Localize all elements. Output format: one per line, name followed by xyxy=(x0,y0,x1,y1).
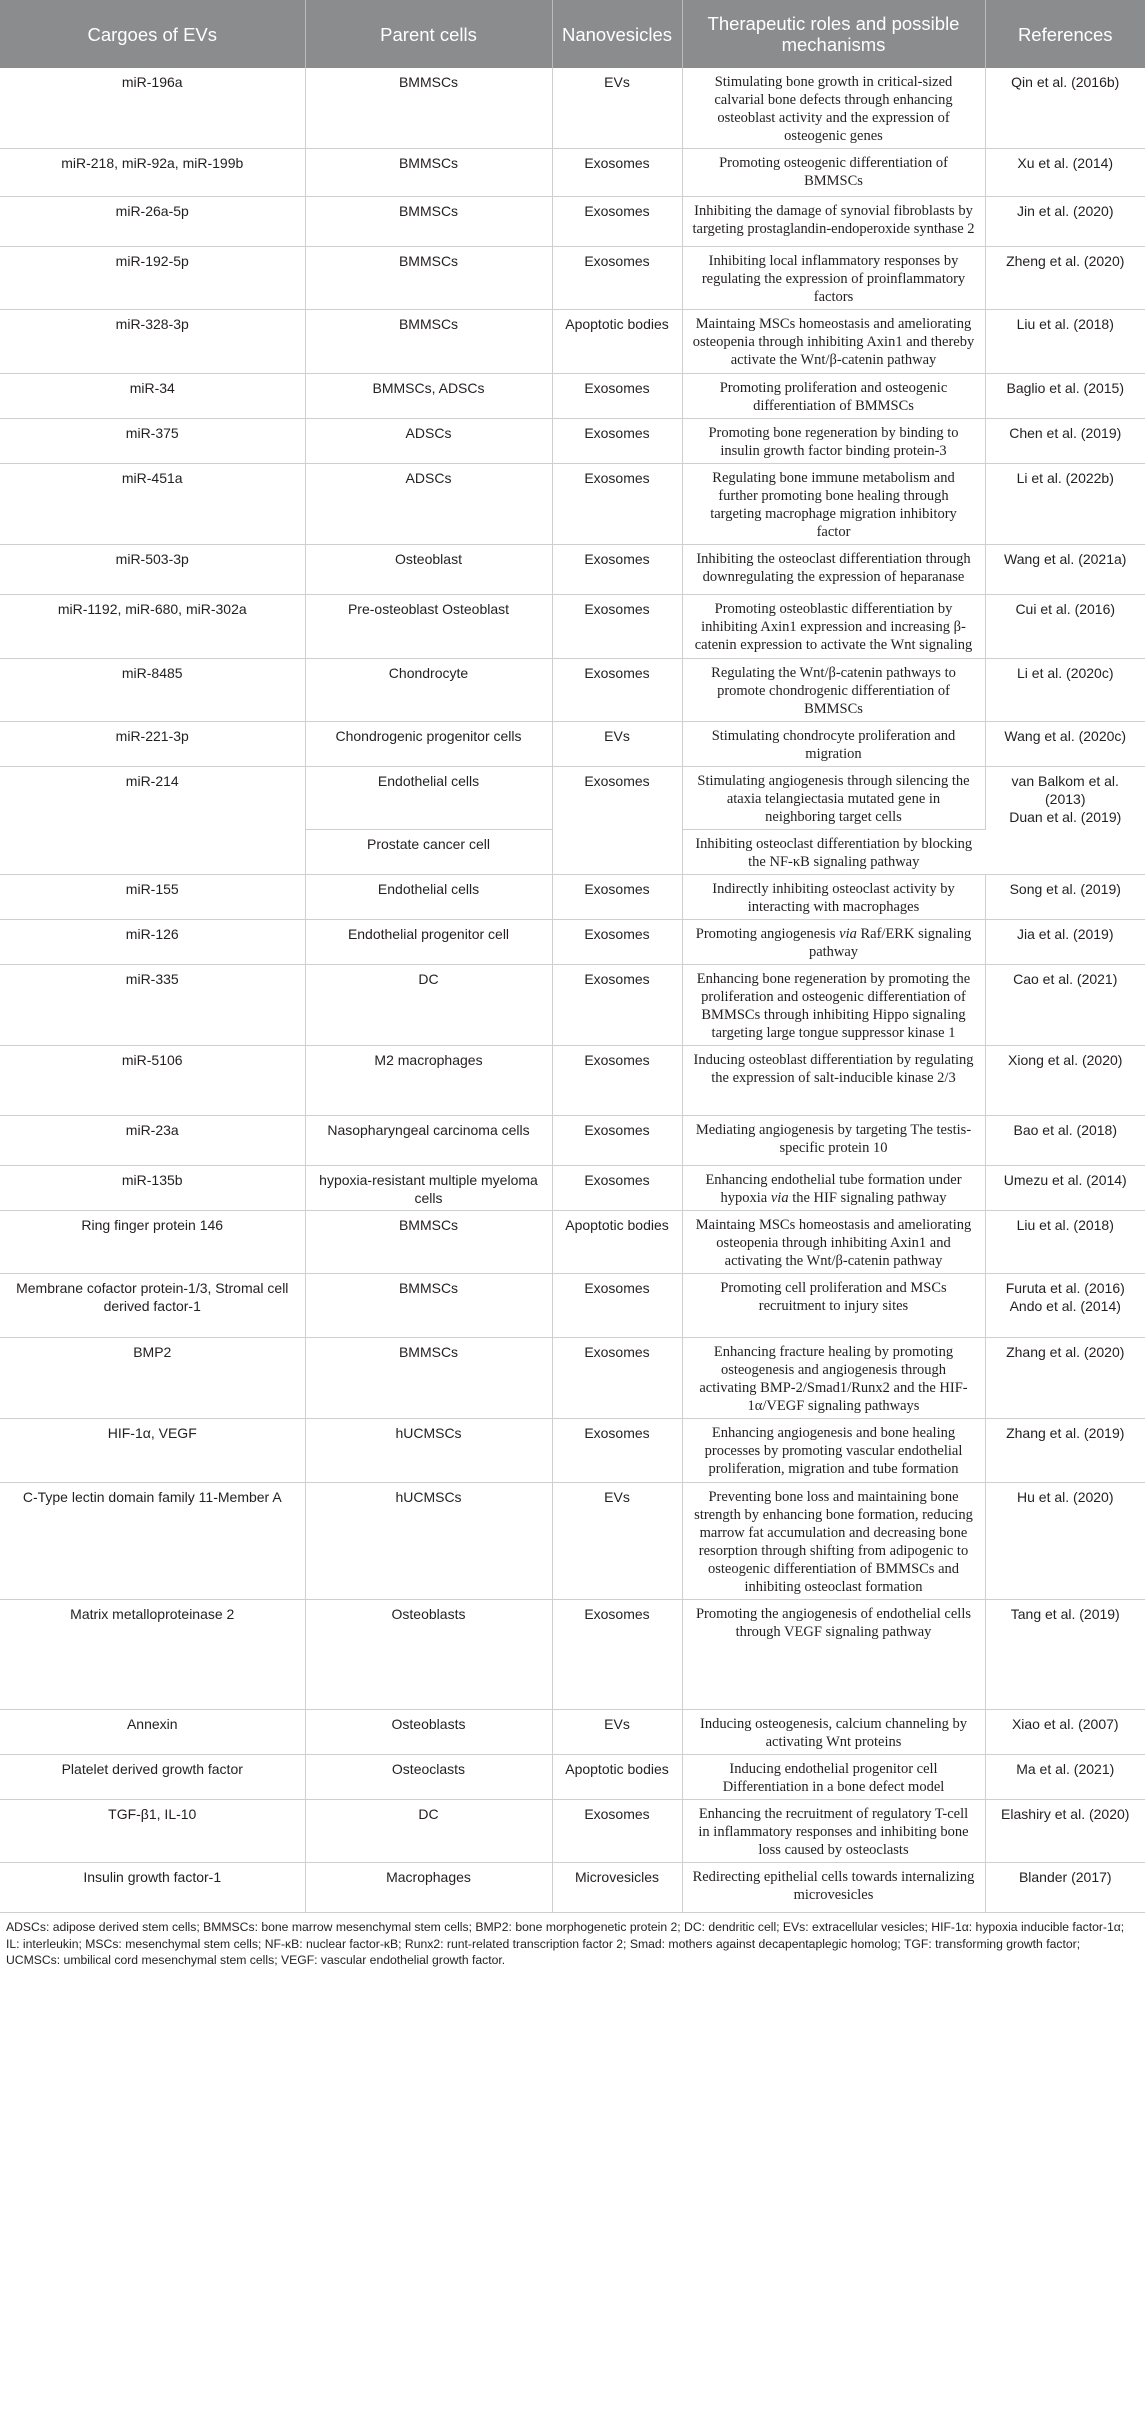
header-therapeutic-roles: Therapeutic roles and possible mechanisms xyxy=(682,0,985,68)
cell-reference: Ma et al. (2021) xyxy=(985,1755,1145,1800)
cell-cargo: miR-375 xyxy=(0,419,305,464)
cell-reference: Baglio et al. (2015) xyxy=(985,374,1145,419)
reference-text: van Balkom et al. (2013) xyxy=(1011,773,1119,807)
cell-therapeutic-role: Enhancing angiogenesis and bone healing processes by promoting vascular endothelial proliferation, migration and tube formation xyxy=(682,1419,985,1483)
therapeutic-emphasis: via xyxy=(839,926,857,942)
cell-reference: Liu et al. (2018) xyxy=(985,1211,1145,1274)
cell-nanovesicles: EVs xyxy=(552,1483,682,1600)
cell-parent-cells: Osteoclasts xyxy=(305,1755,552,1800)
cell-nanovesicles: Exosomes xyxy=(552,1166,682,1211)
table-row xyxy=(0,149,1145,197)
cell-nanovesicles: Exosomes xyxy=(552,1419,682,1483)
cell-cargo: miR-196a xyxy=(0,68,305,149)
therapeutic-text: the HIF signaling pathway xyxy=(788,1190,947,1206)
cell-therapeutic-role: Inhibiting osteoclast differentiation by blocking the NF-κB signaling pathway xyxy=(682,830,985,875)
cell-nanovesicles: Exosomes xyxy=(552,659,682,722)
cell-nanovesicles: Exosomes xyxy=(552,1600,682,1710)
cell-parent-cells: Osteoblasts xyxy=(305,1600,552,1710)
table-row xyxy=(0,595,1145,659)
table-row xyxy=(0,1046,1145,1116)
cell-cargo: Ring finger protein 146 xyxy=(0,1211,305,1274)
cell-cargo: miR-26a-5p xyxy=(0,197,305,247)
cell-reference: Chen et al. (2019) xyxy=(985,419,1145,464)
cell-therapeutic-role: Enhancing the recruitment of regulatory T-cell in inflammatory responses and inhibiting bone loss caused by osteoclasts xyxy=(682,1800,985,1863)
cell-nanovesicles: Exosomes xyxy=(552,767,682,875)
cell-therapeutic-role: Inhibiting local inflammatory responses by regulating the expression of proinflammatory factors xyxy=(682,247,985,310)
cell-parent-cells: BMMSCs xyxy=(305,1274,552,1338)
header-references: References xyxy=(985,0,1145,68)
cell-reference: Jia et al. (2019) xyxy=(985,920,1145,965)
cell-therapeutic-role: Promoting osteoblastic differentiation by inhibiting Axin1 expression and increasing β-catenin expression to activate the Wnt signaling xyxy=(682,595,985,659)
cell-nanovesicles: Apoptotic bodies xyxy=(552,1211,682,1274)
cell-parent-cells: DC xyxy=(305,1800,552,1863)
cell-therapeutic-role: Stimulating angiogenesis through silencing the ataxia telangiectasia mutated gene in neighboring target cells xyxy=(682,767,985,830)
table-row xyxy=(0,419,1145,464)
cell-therapeutic-role: Mediating angiogenesis by targeting The testis- specific protein 10 xyxy=(682,1116,985,1166)
cell-cargo: miR-328-3p xyxy=(0,310,305,374)
cell-parent-cells: BMMSCs, ADSCs xyxy=(305,374,552,419)
cell-cargo: HIF-1α, VEGF xyxy=(0,1419,305,1483)
cell-reference: Liu et al. (2018) xyxy=(985,310,1145,374)
cell-reference: Wang et al. (2020c) xyxy=(985,722,1145,767)
table-row xyxy=(0,374,1145,419)
cell-reference: Qin et al. (2016b) xyxy=(985,68,1145,149)
cell-therapeutic-role: Regulating the Wnt/β-catenin pathways to promote chondrogenic differentiation of BMMSCs xyxy=(682,659,985,722)
cell-parent-cells: BMMSCs xyxy=(305,149,552,197)
cell-parent-cells: Endothelial cells xyxy=(305,875,552,920)
cell-nanovesicles: Exosomes xyxy=(552,875,682,920)
table-row xyxy=(0,1600,1145,1710)
cell-parent-cells: Osteoblast xyxy=(305,545,552,595)
cell-nanovesicles: EVs xyxy=(552,1710,682,1755)
table-row xyxy=(0,965,1145,1046)
cell-parent-cells: BMMSCs xyxy=(305,1338,552,1419)
cell-nanovesicles: Exosomes xyxy=(552,197,682,247)
cell-reference: Zhang et al. (2019) xyxy=(985,1419,1145,1483)
header-parent-cells: Parent cells xyxy=(305,0,552,68)
table-row xyxy=(0,464,1145,545)
table-row xyxy=(0,875,1145,920)
cell-reference: Jin et al. (2020) xyxy=(985,197,1145,247)
cell-reference: Tang et al. (2019) xyxy=(985,1600,1145,1710)
cell-cargo: miR-155 xyxy=(0,875,305,920)
cell-reference xyxy=(985,1274,1145,1338)
cell-therapeutic-role: Preventing bone loss and maintaining bone strength by enhancing bone formation, reducing marrow fat accumulation and decreasing bone resorption through shifting from adipogenic to osteogenic differentiation of BMMSCs and inhibiting osteoclast formation xyxy=(682,1483,985,1600)
cell-therapeutic-role: Inducing osteoblast differentiation by regulating the expression of salt-inducible kinase 2/3 xyxy=(682,1046,985,1116)
cell-therapeutic-role: Regulating bone immune metabolism and further promoting bone healing through targeting macrophage migration inhibitory factor xyxy=(682,464,985,545)
table-row xyxy=(0,1116,1145,1166)
cell-therapeutic-role: Inhibiting the damage of synovial fibroblasts by targeting prostaglandin-endoperoxide synthase 2 xyxy=(682,197,985,247)
cell-nanovesicles: Exosomes xyxy=(552,1338,682,1419)
cell-reference: Xu et al. (2014) xyxy=(985,149,1145,197)
cell-parent-cells: Pre-osteoblast Osteoblast xyxy=(305,595,552,659)
cell-nanovesicles: Exosomes xyxy=(552,1800,682,1863)
cell-nanovesicles: Exosomes xyxy=(552,920,682,965)
cell-reference: Xiao et al. (2007) xyxy=(985,1710,1145,1755)
cell-nanovesicles: Exosomes xyxy=(552,545,682,595)
table-row xyxy=(0,1419,1145,1483)
table-row xyxy=(0,1274,1145,1338)
table-row xyxy=(0,68,1145,149)
cell-parent-cells: Osteoblasts xyxy=(305,1710,552,1755)
cell-therapeutic-role: Stimulating bone growth in critical-sized calvarial bone defects through enhancing osteoblast activity and the expression of osteogenic genes xyxy=(682,68,985,149)
cell-parent-cells: ADSCs xyxy=(305,419,552,464)
table-row xyxy=(0,1166,1145,1211)
cell-reference: Elashiry et al. (2020) xyxy=(985,1800,1145,1863)
table-row xyxy=(0,1211,1145,1274)
cell-therapeutic-role: Promoting bone regeneration by binding to insulin growth factor binding protein-3 xyxy=(682,419,985,464)
table-row xyxy=(0,1710,1145,1755)
cell-cargo: TGF-β1, IL-10 xyxy=(0,1800,305,1863)
cell-therapeutic-role: Stimulating chondrocyte proliferation and migration xyxy=(682,722,985,767)
table-row xyxy=(0,767,1145,830)
cell-cargo: BMP2 xyxy=(0,1338,305,1419)
cell-parent-cells: Nasopharyngeal carcinoma cells xyxy=(305,1116,552,1166)
cell-nanovesicles: Exosomes xyxy=(552,464,682,545)
cell-reference: Hu et al. (2020) xyxy=(985,1483,1145,1600)
cell-parent-cells: hUCMSCs xyxy=(305,1483,552,1600)
cell-reference: Umezu et al. (2014) xyxy=(985,1166,1145,1211)
cell-nanovesicles: Apoptotic bodies xyxy=(552,310,682,374)
cell-therapeutic-role xyxy=(682,1166,985,1211)
cell-nanovesicles: Apoptotic bodies xyxy=(552,1755,682,1800)
therapeutic-text: Promoting angiogenesis xyxy=(695,926,840,942)
table-row xyxy=(0,247,1145,310)
cell-parent-cells: BMMSCs xyxy=(305,310,552,374)
table-row xyxy=(0,920,1145,965)
cell-parent-cells: ADSCs xyxy=(305,464,552,545)
cell-nanovesicles: Exosomes xyxy=(552,374,682,419)
cell-reference: Bao et al. (2018) xyxy=(985,1116,1145,1166)
cell-cargo: miR-192-5p xyxy=(0,247,305,310)
cell-nanovesicles: Exosomes xyxy=(552,1046,682,1116)
cell-parent-cells: DC xyxy=(305,965,552,1046)
cell-parent-cells: Endothelial cells xyxy=(305,767,552,830)
cell-parent-cells: Chondrogenic progenitor cells xyxy=(305,722,552,767)
cell-cargo: Membrane cofactor protein-1/3, Stromal cell derived factor-1 xyxy=(0,1274,305,1338)
cell-cargo: miR-221-3p xyxy=(0,722,305,767)
cell-cargo: Insulin growth factor-1 xyxy=(0,1863,305,1913)
cell-nanovesicles: Exosomes xyxy=(552,419,682,464)
header-cargoes: Cargoes of EVs xyxy=(0,0,305,68)
cell-therapeutic-role: Redirecting epithelial cells towards internalizing microvesicles xyxy=(682,1863,985,1913)
cell-cargo: miR-218, miR-92a, miR-199b xyxy=(0,149,305,197)
therapeutic-text: Enhancing endothelial tube formation under hypoxia xyxy=(705,1172,962,1206)
cell-reference: Zheng et al. (2020) xyxy=(985,247,1145,310)
cell-cargo: miR-23a xyxy=(0,1116,305,1166)
cell-cargo: miR-5106 xyxy=(0,1046,305,1116)
table-footnote: ADSCs: adipose derived stem cells; BMMSCs: bone marrow mesenchymal stem cells; BMP2: bone morphogenetic protein 2; DC: dendritic cell; EVs: extracellular vesicles; HIF-1α: hypoxia inducible factor-1α; IL: interleukin; MSCs: mesenchymal stem cells; NF-κB: nuclear factor-κB; Runx2: runt-related transcription factor 2; Smad: mothers against decapentaplegic homolog; TGF: transforming growth factor; UCMSCs: umbilical cord mesenchymal stem cells; VEGF: vascular endothelial growth factor. xyxy=(6,1920,1125,1967)
cell-therapeutic-role: Promoting proliferation and osteogenic differentiation of BMMSCs xyxy=(682,374,985,419)
table-row xyxy=(0,1800,1145,1863)
reference-text: Ando et al. (2014) xyxy=(1009,1298,1121,1314)
cell-parent-cells: Prostate cancer cell xyxy=(305,830,552,875)
table-row xyxy=(0,310,1145,374)
cell-reference: Li et al. (2022b) xyxy=(985,464,1145,545)
cell-parent-cells: BMMSCs xyxy=(305,1211,552,1274)
cell-parent-cells: hypoxia-resistant multiple myeloma cells xyxy=(305,1166,552,1211)
table-row xyxy=(0,722,1145,767)
cell-therapeutic-role: Maintaing MSCs homeostasis and ameliorating osteopenia through inhibiting Axin1 and thereby activate the Wnt/β-catenin pathway xyxy=(682,310,985,374)
cell-cargo: miR-135b xyxy=(0,1166,305,1211)
cell-therapeutic-role: Inducing osteogenesis, calcium channeling by activating Wnt proteins xyxy=(682,1710,985,1755)
cell-reference: Blander (2017) xyxy=(985,1863,1145,1913)
cell-nanovesicles: Exosomes xyxy=(552,965,682,1046)
table-row xyxy=(0,197,1145,247)
cell-therapeutic-role: Maintaing MSCs homeostasis and ameliorating osteopenia through inhibiting Axin1 and activating the Wnt/β-catenin pathway xyxy=(682,1211,985,1274)
therapeutic-emphasis: via xyxy=(770,1190,789,1206)
cell-reference xyxy=(985,767,1145,875)
cell-cargo: miR-1192, miR-680, miR-302a xyxy=(0,595,305,659)
cell-reference: Li et al. (2020c) xyxy=(985,659,1145,722)
cell-parent-cells: BMMSCs xyxy=(305,68,552,149)
cell-cargo: miR-8485 xyxy=(0,659,305,722)
cell-reference: Cao et al. (2021) xyxy=(985,965,1145,1046)
header-row xyxy=(0,0,1145,68)
cell-parent-cells: BMMSCs xyxy=(305,247,552,310)
cell-cargo: miR-503-3p xyxy=(0,545,305,595)
cell-reference: Xiong et al. (2020) xyxy=(985,1046,1145,1116)
cell-reference: Cui et al. (2016) xyxy=(985,595,1145,659)
therapeutic-text: Raf/ERK signaling pathway xyxy=(808,926,972,960)
cell-therapeutic-role: Promoting cell proliferation and MSCs recruitment to injury sites xyxy=(682,1274,985,1338)
cell-cargo: Matrix metalloproteinase 2 xyxy=(0,1600,305,1710)
cell-nanovesicles: EVs xyxy=(552,68,682,149)
table-row xyxy=(0,545,1145,595)
reference-text: Furuta et al. (2016) xyxy=(1005,1280,1125,1296)
cell-nanovesicles: Exosomes xyxy=(552,595,682,659)
cell-therapeutic-role: Promoting the angiogenesis of endothelial cells through VEGF signaling pathway xyxy=(682,1600,985,1710)
table-row xyxy=(0,1483,1145,1600)
cell-cargo: miR-335 xyxy=(0,965,305,1046)
cell-therapeutic-role xyxy=(682,920,985,965)
table-row xyxy=(0,1755,1145,1800)
table-row xyxy=(0,659,1145,722)
cell-cargo: Annexin xyxy=(0,1710,305,1755)
table-body xyxy=(0,68,1145,1913)
cell-therapeutic-role: Inducing endothelial progenitor cell Differentiation in a bone defect model xyxy=(682,1755,985,1800)
table-row xyxy=(0,1863,1145,1913)
cell-nanovesicles: Exosomes xyxy=(552,149,682,197)
cell-nanovesicles: Microvesicles xyxy=(552,1863,682,1913)
cell-nanovesicles: EVs xyxy=(552,722,682,767)
cell-therapeutic-role: Enhancing bone regeneration by promoting the proliferation and osteogenic differentiation of BMMSCs through inhibiting Hippo signaling targeting large tongue suppressor kinase 1 xyxy=(682,965,985,1046)
cell-nanovesicles: Exosomes xyxy=(552,247,682,310)
cell-reference: Song et al. (2019) xyxy=(985,875,1145,920)
reference-text: Duan et al. (2019) xyxy=(1009,809,1122,825)
cell-nanovesicles: Exosomes xyxy=(552,1116,682,1166)
table-row xyxy=(0,1338,1145,1419)
cell-reference: Zhang et al. (2020) xyxy=(985,1338,1145,1419)
cell-therapeutic-role: Inhibiting the osteoclast differentiation through downregulating the expression of heparanase xyxy=(682,545,985,595)
cell-reference: Wang et al. (2021a) xyxy=(985,545,1145,595)
cell-parent-cells: Macrophages xyxy=(305,1863,552,1913)
cell-therapeutic-role: Enhancing fracture healing by promoting osteogenesis and angiogenesis through activating BMP-2/Smad1/Runx2 and the HIF-1α/VEGF signaling pathways xyxy=(682,1338,985,1419)
cell-parent-cells: M2 macrophages xyxy=(305,1046,552,1116)
cell-therapeutic-role: Indirectly inhibiting osteoclast activity by interacting with macrophages xyxy=(682,875,985,920)
header-nanovesicles: Nanovesicles xyxy=(552,0,682,68)
cell-cargo: miR-126 xyxy=(0,920,305,965)
cell-cargo: C-Type lectin domain family 11-Member A xyxy=(0,1483,305,1600)
cell-nanovesicles: Exosomes xyxy=(552,1274,682,1338)
cell-cargo: Platelet derived growth factor xyxy=(0,1755,305,1800)
cell-cargo: miR-451a xyxy=(0,464,305,545)
cell-parent-cells: hUCMSCs xyxy=(305,1419,552,1483)
cell-parent-cells: Chondrocyte xyxy=(305,659,552,722)
cell-therapeutic-role: Promoting osteogenic differentiation of BMMSCs xyxy=(682,149,985,197)
cell-cargo: miR-34 xyxy=(0,374,305,419)
cell-parent-cells: BMMSCs xyxy=(305,197,552,247)
cell-cargo: miR-214 xyxy=(0,767,305,875)
cell-parent-cells: Endothelial progenitor cell xyxy=(305,920,552,965)
